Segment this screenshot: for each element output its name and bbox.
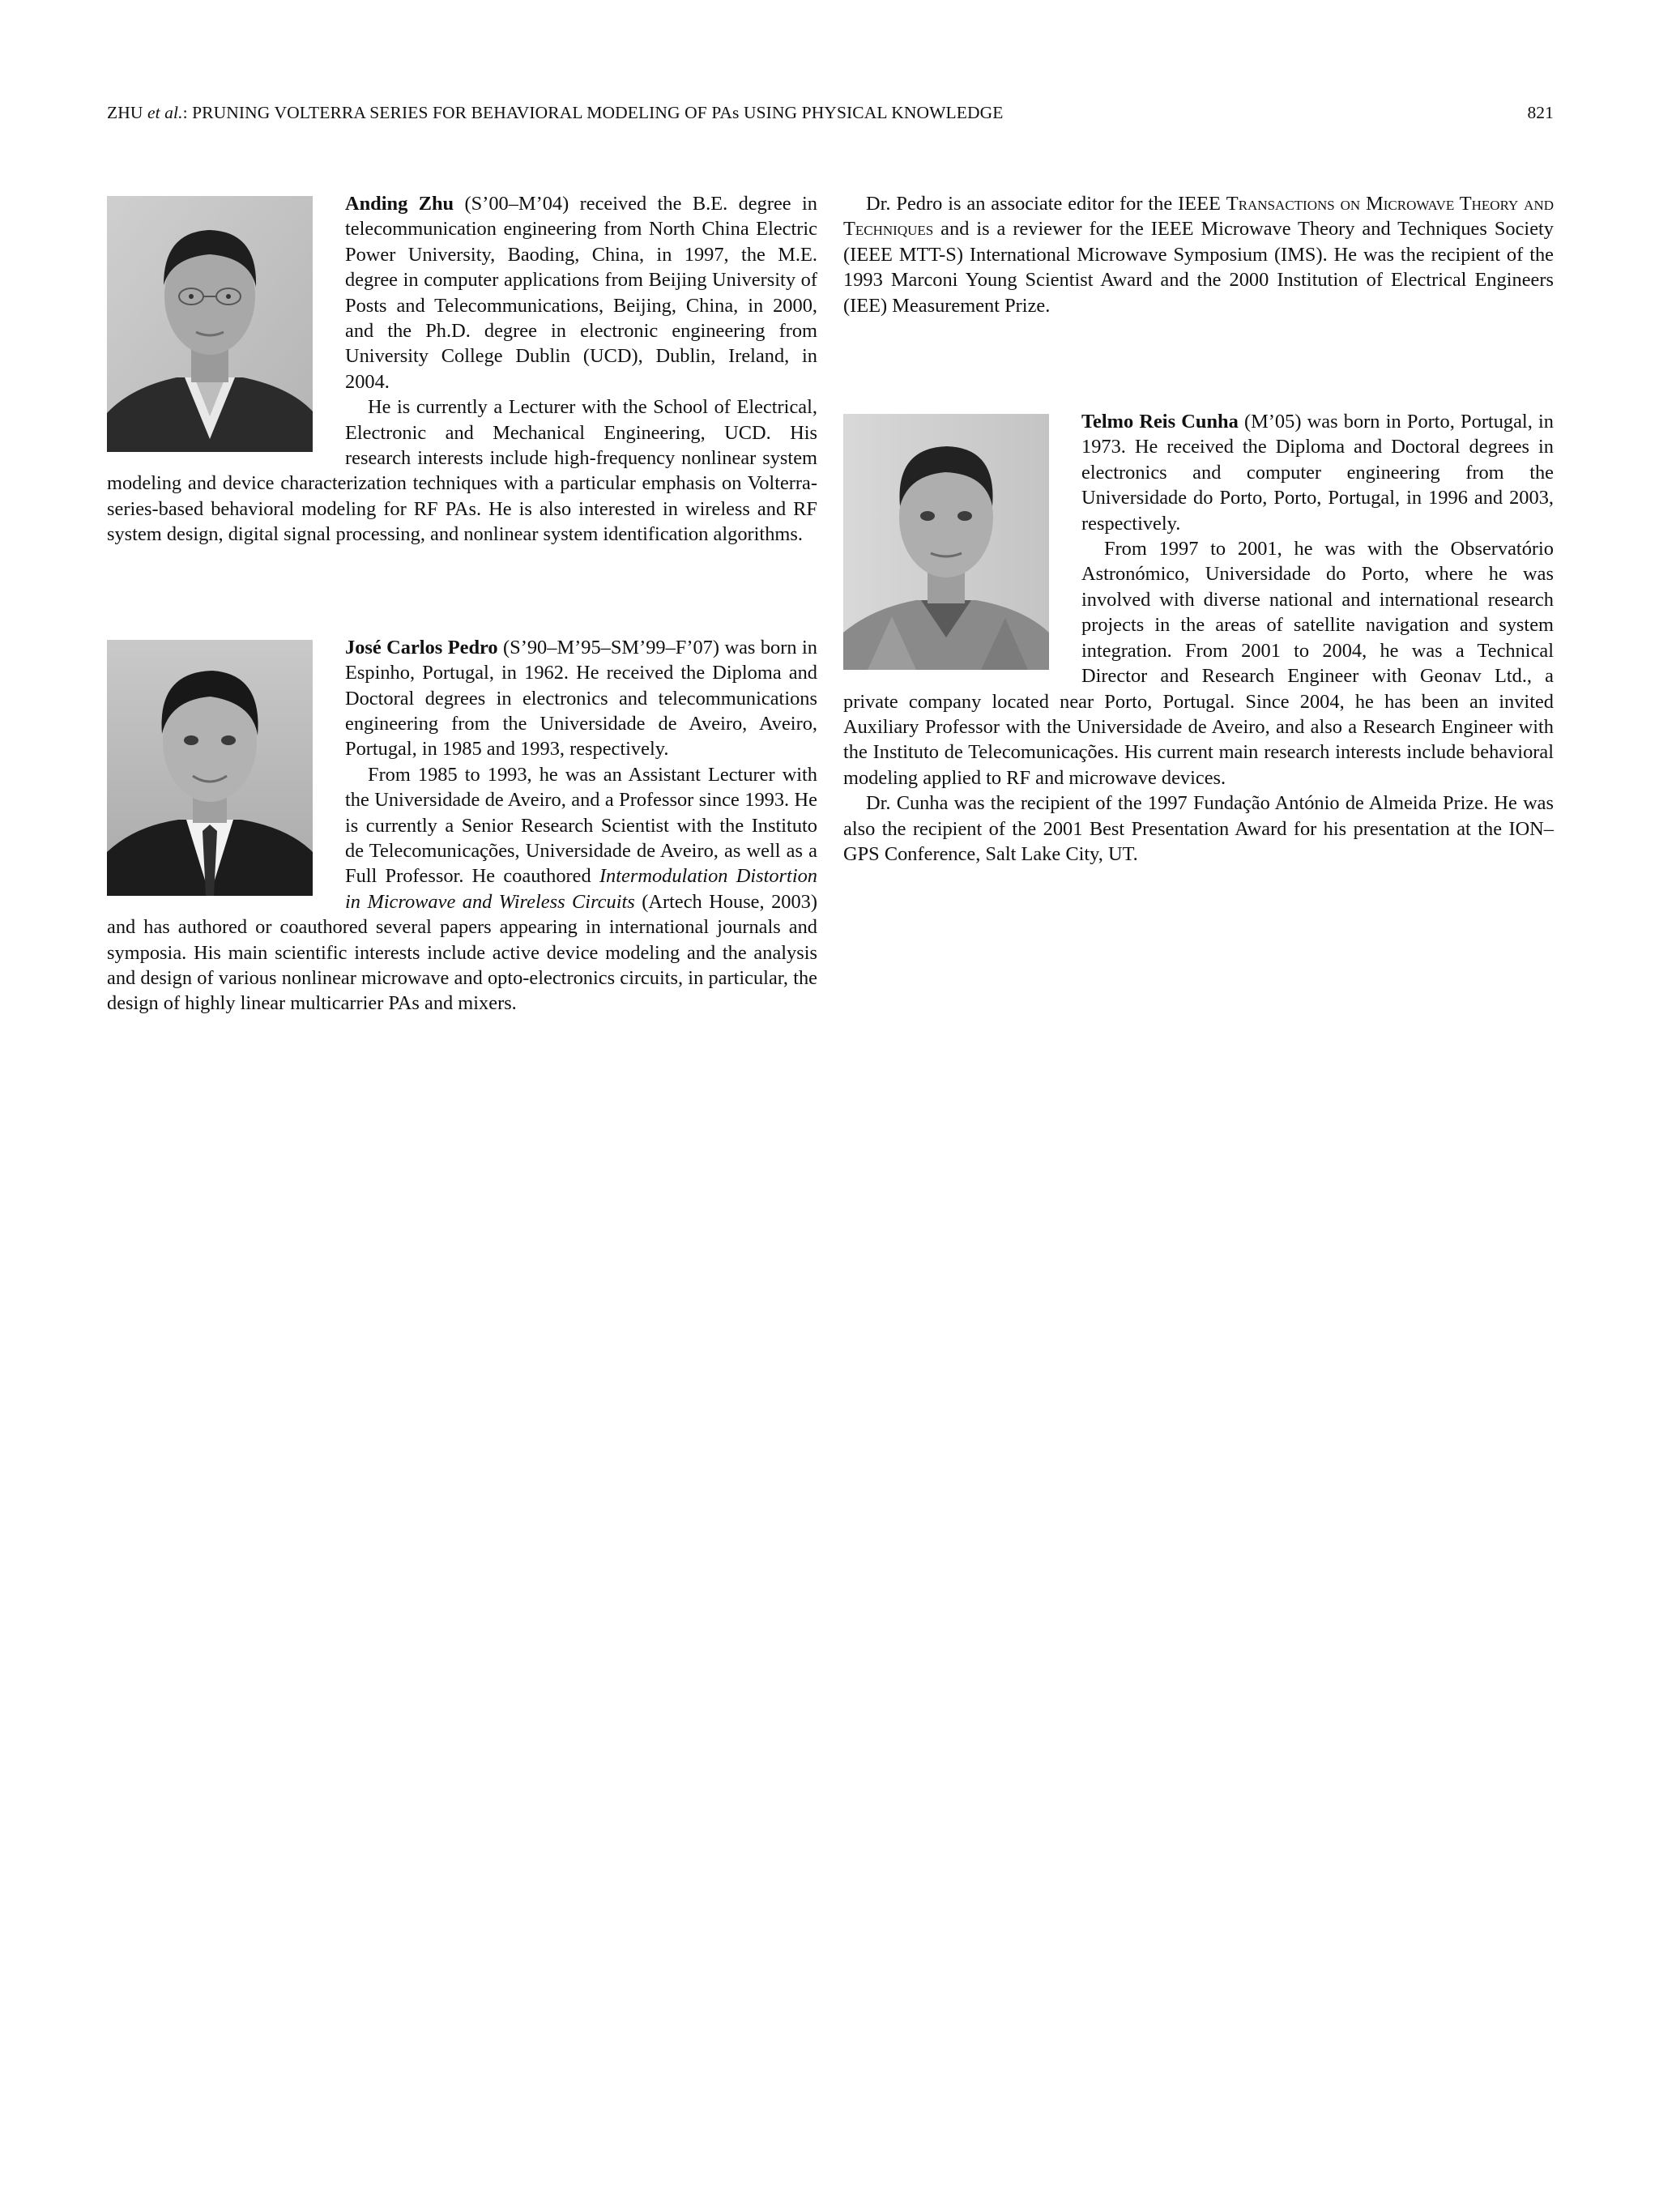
cunha-paragraph-1-text: (M’05) was born in Porto, Portugal, in 1973. He received the Diploma and Doctoral degrees in electronics and computer engineering from the Universidade do Porto, Porto, Portugal, in 1996 and 2003, respectively. [1081, 411, 1554, 535]
author-photo-cunha [843, 414, 1049, 670]
author-photo-pedro [107, 640, 313, 896]
biography-pedro [107, 635, 817, 1016]
pedro-paragraph-2-text-a: From 1985 to 1993, he was an Assistant Lecturer with the Universidade de Aveiro, and a Professor since 1993. He is currently a Senior Research Scientist with the Instituto de Telecomunicações, Universidade de Aveiro, as well as a Full Professor. He coauthored [345, 763, 817, 888]
biography-cunha [843, 409, 1554, 867]
running-head [107, 100, 1554, 125]
pedro-paragraph-3-text-b: and is a reviewer for the IEEE Microwave Theory and Techniques Society (IEEE MTT-S) International Microwave Symposium (IMS). He was the recipient of the 1993 Marconi Young Scientist Award and the 2000 Institution of Electrical Engineers (IEE) Measurement Prize. [843, 218, 1554, 317]
running-title-author: ZHU [107, 103, 147, 122]
zhu-paragraph-2: He is currently a Lecturer with the School of Electrical, Electronic and Mechanical Engineering, UCD. His research interests include high-frequency nonlinear system modeling and device characterization techniques with a particular emphasis on Volterra-series-based behavioral modeling for RF PAs. He is also interested in wireless and RF system design, digital signal processing, and nonlinear system identification algorithms. [107, 396, 817, 546]
biography-zhu [107, 191, 817, 548]
left-column [107, 191, 817, 1016]
zhu-paragraph-1-text: (S’00–M’04) received the B.E. degree in telecommunication engineering from North China Electric Power University, Baoding, China, in 1997, the M.E. degree in computer applications from Beijing University of Posts and Telecommunications, Beijing, China, in 2000, and the Ph.D. degree in electronic engineering from University College Dublin (UCD), Dublin, Ireland, in 2004. [345, 193, 817, 393]
pedro-paragraph-2-text-b: (Artech House, 2003) and has authored or coauthored several papers appearing in international journals and symposia. His main scientific interests include active device modeling and the analysis and design of various nonlinear microwave and opto-electronics circuits, in particular, the design of highly linear multicarrier PAs and mixers. [107, 890, 817, 1015]
journal-title: Transactions on Microwave Theory and Techniques [843, 193, 1554, 241]
author-name-pedro: José Carlos Pedro [345, 636, 498, 658]
right-column [843, 191, 1554, 867]
author-photo-zhu [107, 196, 313, 452]
pedro-paragraph-3 [843, 191, 1554, 318]
running-title-etal: et al. [147, 103, 183, 122]
running-title [107, 100, 1003, 125]
book-title: Intermodulation Distortion in Microwave and Wireless Circuits [345, 865, 817, 913]
author-name-zhu: Anding Zhu [345, 193, 454, 215]
pedro-paragraph-1-text: (S’90–M’95–SM’99–F’07) was born in Espinho, Portugal, in 1962. He received the Diploma and Doctoral degrees in electronics and telecommunications engineering from the Universidade de Aveiro, Aveiro, Portugal, in 1985 and 1993, respectively. [345, 636, 817, 761]
running-title-text: : PRUNING VOLTERRA SERIES FOR BEHAVIORAL MODELING OF PAs USING PHYSICAL KNOWLEDGE [182, 103, 1004, 122]
page-number: 821 [1527, 103, 1554, 122]
cunha-paragraph-3: Dr. Cunha was the recipient of the 1997 Fundação António de Almeida Prize. He was also the recipient of the 2001 Best Presentation Award for his presentation at the ION–GPS Conference, Salt Lake City, UT. [843, 792, 1554, 865]
biography-pedro-continued [843, 191, 1554, 318]
pedro-paragraph-3-text-a: Dr. Pedro is an associate editor for the IEEE [866, 193, 1226, 215]
author-name-cunha: Telmo Reis Cunha [1081, 411, 1239, 433]
cunha-paragraph-2: From 1997 to 2001, he was with the Observatório Astronómico, Universidade do Porto, where he was involved with diverse national and international research projects in the areas of satellite navigation and system integration. From 2001 to 2004, he was a Technical Director and Research Engineer with Geonav Ltd., a private company located near Porto, Portugal. Since 2004, he has been an invited Auxiliary Professor with the Universidade de Aveiro, and also a Research Engineer with the Instituto de Telecomunicações. His current main research interests include behavioral modeling applied to RF and microwave devices. [843, 538, 1554, 789]
